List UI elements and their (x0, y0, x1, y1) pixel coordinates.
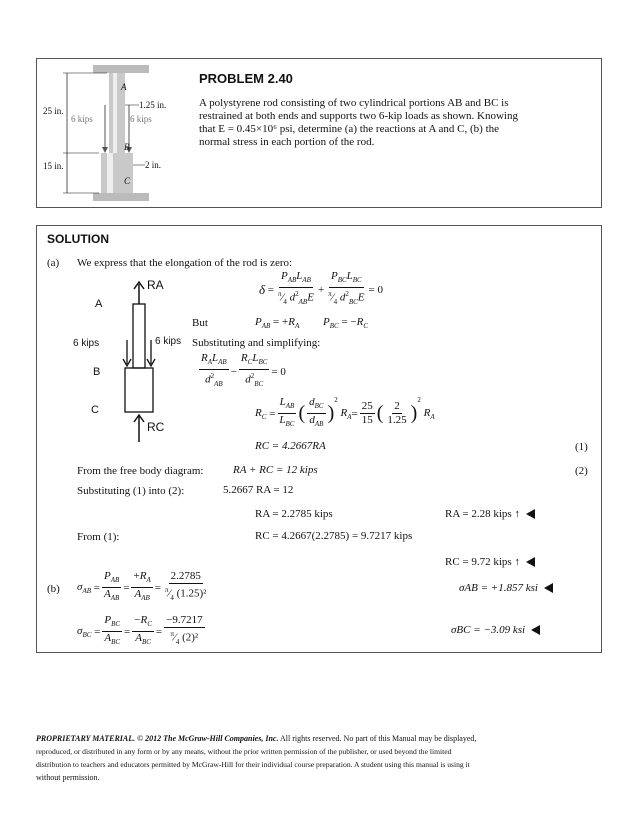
answer-ra (445, 508, 535, 520)
rod-bc-shade (107, 153, 113, 193)
sketch-rod-ab (133, 304, 145, 368)
fig-label-b: B (124, 142, 130, 152)
part-b-label: (b) (47, 583, 60, 595)
answer-rc (445, 556, 535, 568)
problem-box (36, 58, 602, 208)
sketch-label-a: A (95, 298, 103, 310)
delta-equation: δ = $\frac{P_{AB}L_{AB}}{^\pi⁄_4 d^2_{AB}E}$ + $\frac{P_{BC}L_{BC}}{^\pi⁄_4 d^2_{BC}E}$ = 0 (259, 270, 383, 307)
sbc-den: (2)² (182, 631, 199, 644)
sketch-label-ra: RA (147, 278, 164, 292)
pab-eq: $P_{AB} = +R_A$ (255, 316, 300, 331)
answer-sbc (451, 624, 540, 636)
intro-text: We express that the elongation of the rod is zero: (77, 257, 293, 269)
statement-line-2: restrained at both ends and supports two 6-kip loads as shown. Knowing (199, 110, 518, 122)
footer-copyright (36, 732, 602, 784)
fig-label-a: A (121, 82, 127, 92)
load-arrowhead-left (102, 147, 108, 153)
rc-ratio-result: RC = 4.2667RA (255, 440, 326, 452)
ra-value: RA = 2.2785 kips (255, 508, 333, 520)
answer-marker-sab (544, 583, 553, 593)
fig-dia-125: 1.25 in. (139, 100, 167, 110)
sbc-num: −9.7217 (166, 614, 203, 627)
footer-bold: PROPRIETARY MATERIAL. © 2012 The McGraw-Hill Companies, Inc. (36, 734, 279, 743)
statement-line-4: normal stress in each portion of the rod. (199, 136, 375, 148)
solution-box (36, 225, 602, 653)
pbc-eq: $P_{BC} = -R_C$ (323, 316, 369, 331)
statement-line-1: A polystyrene rod consisting of two cylindrical portions AB and BC is (199, 97, 509, 109)
footer-line-4: without permission. (36, 773, 100, 782)
eq-number-1: (1) (575, 441, 588, 453)
answer-marker-rc (526, 557, 535, 567)
footer-line-1 (36, 732, 602, 745)
sketch-rod-bc (125, 368, 153, 412)
answer-sbc-text: σBC = −3.09 ksi (451, 624, 526, 636)
sab-den: (1.25)² (176, 587, 207, 600)
fig-load-right: 6 kips (130, 114, 152, 124)
fbd-sketch (55, 272, 185, 452)
solution-heading: SOLUTION (47, 232, 109, 246)
bottom-support (93, 193, 149, 201)
problem-statement (199, 97, 595, 149)
answer-marker-sbc (531, 625, 540, 635)
subst-12-text: Substituting (1) into (2): (77, 485, 185, 497)
but-text: But (192, 317, 208, 329)
sketch-label-left-load: 6 kips (73, 338, 100, 349)
fbd-equation: RA + RC = 12 kips (233, 464, 318, 476)
footer-line-1-rest: All rights reserved. No part of this Manual may be displayed, (278, 734, 477, 743)
fig-load-left: 6 kips (71, 114, 93, 124)
answer-sab (459, 582, 553, 594)
fbd-text: From the free body diagram: (77, 465, 204, 477)
ratio-25: 25 (361, 400, 373, 413)
sketch-label-c: C (91, 404, 99, 416)
fig-dim-15: 15 in. (43, 161, 64, 171)
footer-line-2: reproduced, or distributed in any form or by any means, without the prior written permission of the publisher, or used beyond the limited (36, 747, 452, 756)
from1-text: From (1): (77, 531, 120, 543)
rc-ratio-equation: $R_C$ = $\frac{L_{AB}}{L_{BC}}$ ( $\frac{d_{BC}}{d_{AB}}$ ) $^2$ $R_A$ = $\frac{25}{15}$ ( $\frac{2}{1.25}$ ) $^2$ $R_A$ (255, 396, 435, 429)
part-a-label: (a) (47, 257, 60, 269)
fig-label-c: C (124, 176, 131, 186)
ratio-125: 1.25 (387, 414, 407, 427)
ratio-2: 2 (394, 400, 400, 413)
answer-ra-text: RA = 2.28 kips ↑ (445, 508, 520, 520)
sketch-label-rc: RC (147, 420, 165, 434)
sigma-bc-equation: $\sigma_{BC}$ = $\frac{P_{BC}}{A_{BC}}$ = $\frac{-R_C}{A_{BC}}$ = $\frac{-9.7217}{^\pi⁄_4 (2)^2}$ (77, 614, 203, 647)
statement-line-3: that E = 0.45×10⁶ psi, determine (a) the reactions at A and C, (b) the (199, 123, 500, 135)
ratio-15: 15 (361, 414, 373, 427)
fig-dim-25: 25 in. (43, 106, 64, 116)
sketch-label-right-load: 6 kips (155, 336, 182, 347)
sigma-ab-equation: $\sigma_{AB}$ = $\frac{P_{AB}}{A_{AB}}$ = $\frac{+R_A}{A_{AB}}$ = $\frac{2.2785}{^\pi⁄_4 (1.25)^2}$ (77, 570, 207, 603)
simplified-equation: $\frac{R_AL_{AB}}{d^2_{AB}}$ − $\frac{R_CL_{BC}}{d^2_{BC}}$ = 0 (201, 352, 286, 389)
subst-simpl-text: Substituting and simplifying: (192, 337, 321, 349)
sketch-label-b: B (93, 366, 101, 378)
fig-dia-2: 2 in. (145, 160, 162, 170)
answer-marker-ra (526, 509, 535, 519)
answer-rc-text: RC = 9.72 kips ↑ (445, 556, 520, 568)
answer-sab-text: σAB = +1.857 ksi (459, 582, 538, 594)
rc-calc: RC = 4.2667(2.2785) = 9.7217 kips (255, 530, 413, 542)
rod-ab-shade (113, 73, 117, 153)
footer-line-3: distribution to teachers and educators permitted by McGraw-Hill for their individual course preparation. A student using this manual is using it (36, 760, 470, 769)
problem-title: PROBLEM 2.40 (199, 71, 293, 86)
problem-figure (39, 65, 199, 205)
sab-num: 2.2785 (170, 570, 201, 583)
subst-equation: 5.2667 RA = 12 (223, 484, 294, 496)
top-support (93, 65, 149, 73)
eq-number-2: (2) (575, 465, 588, 477)
